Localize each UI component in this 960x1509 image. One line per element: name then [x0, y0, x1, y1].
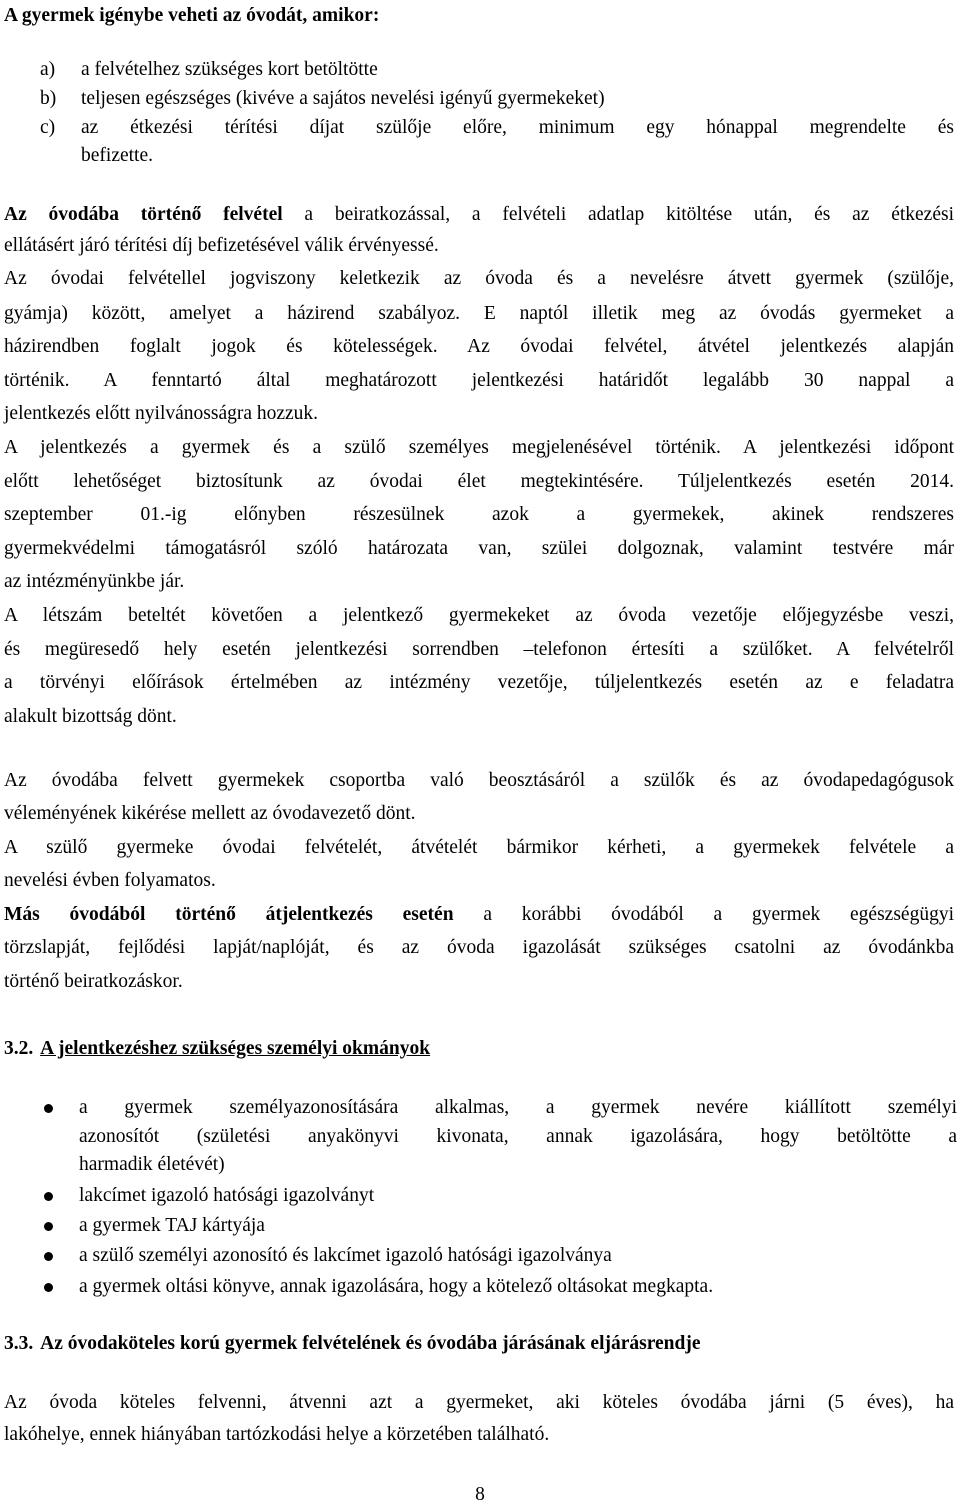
section-title: Az óvodaköteles korú gyermek felvételének és óvodába járásának eljárásrendje [40, 1333, 701, 1354]
paragraph-line: gyermekvédelmi támogatásról szóló határozata van, szülei dolgoznak, valamint testvére már [4, 538, 954, 559]
list-marker: b) [40, 88, 57, 109]
paragraph-line: és megüresedő hely esetén jelentkezési sorrendben –telefonon értesíti a szülőket. A felvételről [4, 639, 954, 660]
list-item-text: teljesen egészséges (kivéve a sajátos nevelési igényű gyermekeket) [81, 88, 605, 109]
intro-heading: A gyermek igénybe veheti az óvodát, amikor: [4, 5, 380, 26]
page-number: 8 [475, 1484, 485, 1505]
paragraph-line: ellátásért járó térítési díj befizetésével válik érvényessé. [4, 235, 439, 256]
paragraph-line: lakóhelye, ennek hiányában tartózkodási helye a körzetében található. [4, 1424, 550, 1445]
paragraph-line: véleményének kikérése mellett az óvodavezető dönt. [4, 803, 416, 824]
bullet-icon [44, 1222, 53, 1231]
list-marker: c) [40, 117, 56, 138]
bullet-icon [44, 1192, 53, 1201]
paragraph-line [4, 902, 954, 928]
paragraph-line: történik. A fenntartó által meghatározott jelentkezési határidőt legalább 30 nappal a [4, 370, 954, 391]
paragraph-line [4, 202, 954, 228]
paragraph-line: törzslapját, fejlődési lapját/naplóját, és az óvoda igazolását szükséges csatolni az óvodánkba [4, 937, 954, 958]
paragraph-line: történő beiratkozáskor. [4, 971, 183, 992]
paragraph-line: előtt lehetőséget biztosítunk az óvodai élet megtekintésére. Túljelentkezés esetén 2014. [4, 471, 954, 492]
paragraph-line: az intézményünkbe jár. [4, 571, 185, 592]
paragraph-line: alakult bizottság dönt. [4, 706, 177, 727]
paragraph-line: Az óvodába felvett gyermekek csoportba való beosztásáról a szülők és az óvodapedagógusok [4, 770, 954, 791]
paragraph-line: Az óvodai felvétellel jogviszony keletkezik az óvoda és a nevelésre átvett gyermek (szülője, [4, 268, 954, 289]
section-number: 3.3. [4, 1333, 34, 1354]
bullet-item-text: a szülő személyi azonosító és lakcímet igazoló hatósági igazolványa [79, 1245, 612, 1266]
paragraph-line: házirendben foglalt jogok és kötelességek. Az óvodai felvétel, átvétel jelentkezés alapján [4, 336, 954, 357]
bullet-item-text: azonosítót (születési anyakönyvi kivonata, annak igazolására, hogy betöltötte a [79, 1126, 957, 1147]
paragraph-line: szeptember 01.-ig előnyben részesülnek azok a gyermekek, akinek rendszeres [4, 504, 954, 525]
paragraph-line: A jelentkezés a gyermek és a szülő személyes megjelenésével történik. A jelentkezési időpont [4, 437, 954, 458]
paragraph-line: A szülő gyermeke óvodai felvételét, átvételét bármikor kérheti, a gyermekek felvétele a [4, 837, 954, 858]
bullet-icon [44, 1104, 53, 1113]
bullet-item-text: a gyermek oltási könyve, annak igazolására, hogy a kötelező oltásokat megkapta. [79, 1276, 714, 1297]
paragraph-line: Az óvoda köteles felvenni, átvenni azt a gyermeket, aki köteles óvodába járni (5 éves), ha [4, 1392, 954, 1413]
section-heading-3-2 [4, 1036, 954, 1062]
bullet-icon [44, 1252, 53, 1261]
bullet-item-text: a gyermek TAJ kártyája [79, 1215, 265, 1236]
paragraph-line: nevelési évben folyamatos. [4, 870, 216, 891]
bullet-item-text: a gyermek személyazonosítására alkalmas, a gyermek nevére kiállított személyi [79, 1097, 957, 1118]
bullet-icon [44, 1283, 53, 1292]
list-item-text: befizette. [81, 145, 153, 166]
section-title: A jelentkezéshez szükséges személyi okmányok [40, 1038, 431, 1059]
section-number: 3.2. [4, 1038, 34, 1059]
paragraph-text: a korábbi óvodából a gyermek egészségügyi [453, 904, 954, 925]
list-item-text: a felvételhez szükséges kort betöltötte [81, 59, 378, 80]
list-marker: a) [40, 59, 56, 80]
bold-phrase: Más óvodából történő átjelentkezés esetén [4, 904, 454, 925]
section-heading-3-3 [4, 1331, 954, 1357]
bullet-item-text: harmadik életévét) [79, 1154, 225, 1175]
bold-phrase: Az óvodába történő felvétel [4, 204, 283, 225]
paragraph-text: a beiratkozással, a felvételi adatlap kitöltése után, és az étkezési [282, 204, 954, 225]
list-item-text: az étkezési térítési díjat szülője előre, minimum egy hónappal megrendelte és [81, 117, 954, 138]
bullet-item-text: lakcímet igazoló hatósági igazolványt [79, 1185, 375, 1206]
paragraph-line: gyámja) között, amelyet a házirend szabályoz. E naptól illetik meg az óvodás gyermeket a [4, 303, 954, 324]
paragraph-line: A létszám beteltét követően a jelentkező gyermekeket az óvoda vezetője előjegyzésbe veszi, [4, 605, 954, 626]
paragraph-line: jelentkezés előtt nyilvánosságra hozzuk. [4, 403, 319, 424]
paragraph-line: a törvényi előírások értelmében az intézmény vezetője, túljelentkezés esetén az e feladatra [4, 672, 954, 693]
